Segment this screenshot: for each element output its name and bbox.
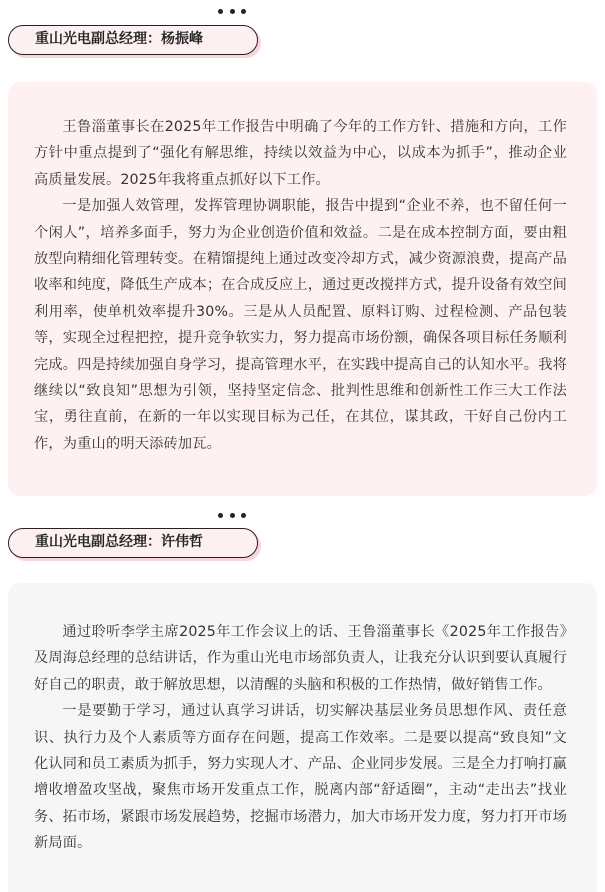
paragraph: 通过聆听李学主席2025年工作会议上的话、王鲁淄董事长《2025年工作报告》及周海总经理的总结讲话，作为重山光电市场部负责人，让我充分认识到要认真履行好自己的职责，敢于解放思想，以清醒的头脑和积极的工作热情，做好销售工作。: [34, 624, 567, 693]
paragraph: 一是加强人效管理，发挥管理协调职能，报告中提到“企业不养，也不留任何一个闲人”，培养多面手，努力为企业创造价值和效益。二是在成本控制方面，要由粗放型向精细化管理转变。在精馏提纯上通过改变冷却方式，减少资源浪费，提高产品收率和纯度，降低生产成本；在合成反应上，通过更改搅拌方式，提升设备有效空间利用率，使单机效率提升30%。三是从人员配置、原料订购、过程检测、产品包装等，实现全过程把控，提升竞争软实力，努力提高市场份额，确保各项目标任务顺利完成。四是持续加强自身学习，提高管理水平，在实践中提高自己的认知水平。我将继续以“致良知”思想为引领，坚持坚定信念、批判性思维和创新性工作三大工作法宝，勇往直前，在新的一年以实现目标为己任，在其位，谋其政，干好自己份内工作，为重山的明天添砖加瓦。: [34, 198, 567, 452]
paragraph: 一是要勤于学习，通过认真学习讲话，切实解决基层业务员思想作风、责任意识、执行力及个人素质等方面存在问题，提高工作效率。二是要以提高“致良知”文化认同和员工素质为抓手，努力实现人才、产品、企业同步发展。三是全力打响打赢增收增盈攻坚战，聚焦市场开发重点工作，脱离内部“舒适圈”，主动“走出去”找业务、拓市场，紧跟市场发展趋势，挖掘市场潜力，加大市场开发力度，努力打开市场新局面。: [34, 703, 567, 852]
speech-card-1: [8, 82, 597, 496]
heading-text: 重山光电副总经理：许伟哲: [8, 528, 258, 558]
speech-card-2: [8, 583, 597, 892]
heading-text: 重山光电副总经理：杨振峰: [8, 25, 258, 55]
decorative-dots: [218, 9, 246, 15]
decorative-dots: [218, 513, 246, 519]
paragraph: 王鲁淄董事长在2025年工作报告中明确了今年的工作方针、措施和方向，工作方针中重点提到了“强化有解思维，持续以效益为中心，以成本为抓手”，推动企业高质量发展。2025年我将重点抓好以下工作。: [34, 119, 567, 188]
